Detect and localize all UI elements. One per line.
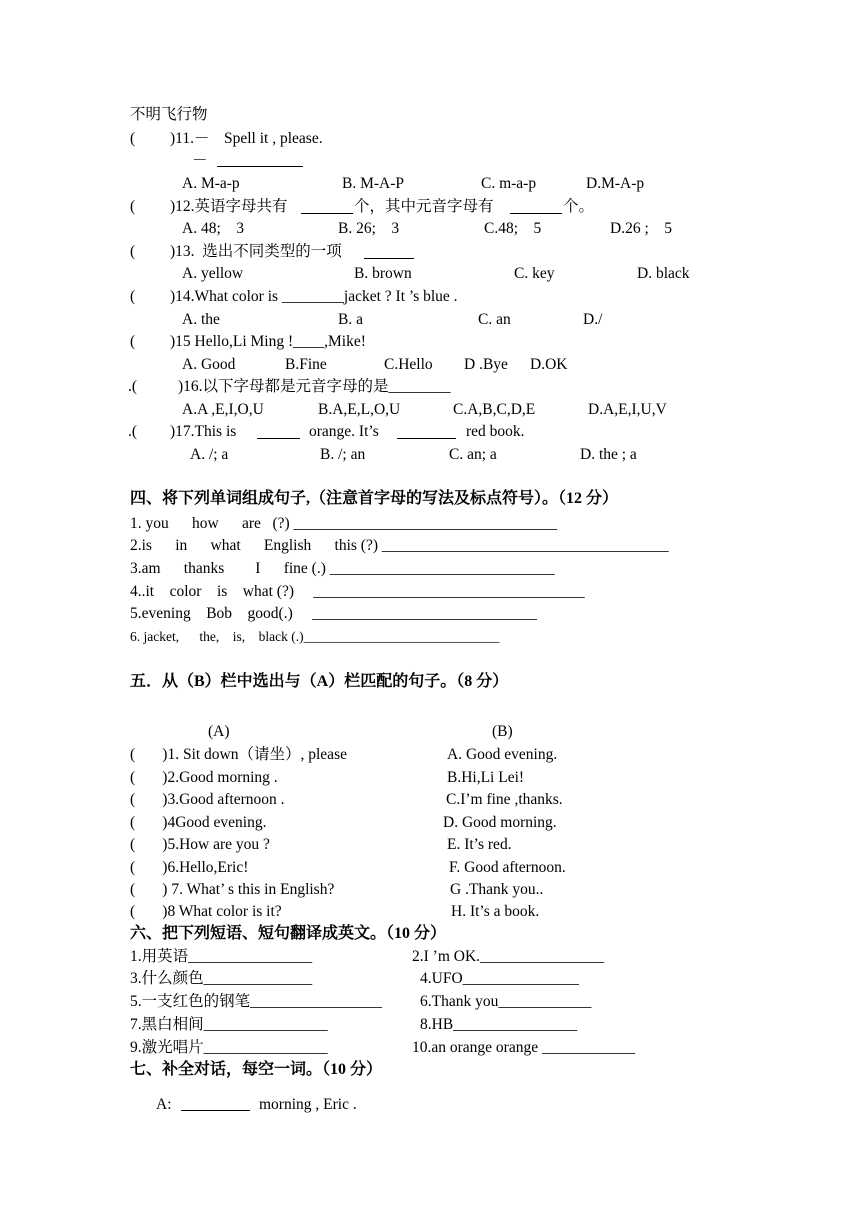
- q16-option-c: C.A,B,C,D,E: [453, 401, 536, 418]
- q17-option-d: D. the ; a: [580, 446, 637, 463]
- part4-item-3[interactable]: 3.am thanks I fine (.) _____________________________: [130, 560, 555, 577]
- q13-option-c: C. key: [514, 265, 555, 282]
- q12-paren: (: [130, 198, 136, 215]
- q14-option-a: A. the: [182, 311, 220, 328]
- q16-option-b: B.A,E,L,O,U: [318, 401, 401, 418]
- part5-left-3[interactable]: ( )3.Good afternoon .: [130, 791, 285, 808]
- q12-option-d: D.26 ; 5: [610, 220, 672, 237]
- q13-option-a: A. yellow: [182, 265, 244, 282]
- q12-end: 个。: [563, 198, 595, 215]
- q16-text: )16.以下字母都是元音字母的是________: [178, 378, 451, 395]
- dialogue-line-1: morning , Eric .: [259, 1096, 357, 1113]
- part4-item-5[interactable]: 5.evening Bob good(.) _____________________________: [130, 605, 537, 622]
- intro-line: 不明飞行物: [130, 106, 208, 123]
- part6-item-3[interactable]: 3.什么颜色______________: [130, 970, 313, 987]
- q13-paren: (: [130, 243, 136, 260]
- q12-text: )12.英语字母共有: [170, 198, 288, 215]
- q17-mid: orange. It’s: [309, 423, 379, 440]
- part5-left-5[interactable]: ( )5.How are you ?: [130, 836, 270, 853]
- q15-option-a: A. Good: [182, 356, 236, 373]
- q13-option-b: B. brown: [354, 265, 412, 282]
- q11-option-d: D.M-A-p: [586, 175, 645, 192]
- part4-heading: 四、将下列单词组成句子,（注意首字母的写法及标点符号）。（12 分）: [130, 490, 619, 507]
- q17-option-a: A. /; a: [190, 446, 229, 463]
- q14-option-b: B. a: [338, 311, 363, 328]
- part4-item-6[interactable]: 6. jacket, the, is, black (.)_____________________________: [130, 629, 500, 644]
- part6-item-7[interactable]: 7.黑白相间________________: [130, 1016, 328, 1033]
- part6-item-5[interactable]: 5.一支红色的钢笔_________________: [130, 993, 382, 1010]
- q11-option-c: C. m-a-p: [481, 175, 537, 192]
- part4-item-1[interactable]: 1. you how are (?) __________________________________: [130, 515, 558, 532]
- q12-blank-2[interactable]: [510, 213, 562, 214]
- q15-option-b: B.Fine: [285, 356, 327, 373]
- part6-item-10[interactable]: 10.an orange orange ____________: [412, 1039, 635, 1056]
- part5-left-2[interactable]: ( )2.Good morning .: [130, 769, 278, 786]
- q11-text: Spell it , please.: [224, 130, 323, 147]
- q12-option-b: B. 26; 3: [338, 220, 400, 237]
- q12-option-c: C.48; 5: [484, 220, 542, 237]
- part5-right-b: B.Hi,Li Lei!: [447, 769, 525, 786]
- part5-left-4[interactable]: ( )4Good evening.: [130, 814, 267, 831]
- part6-item-8[interactable]: 8.HB________________: [420, 1016, 578, 1033]
- dialogue-blank-1[interactable]: [181, 1110, 250, 1111]
- q17-text: )17.This is: [170, 423, 237, 440]
- q15-option-c: C.Hello: [384, 356, 433, 373]
- part5-left-1[interactable]: ( )1. Sit down（请坐）, please: [130, 746, 347, 763]
- q17-blank-1[interactable]: [257, 438, 300, 439]
- part5-heading: 五．从（B）栏中选出与（A）栏匹配的句子。（8 分）: [130, 673, 509, 690]
- q15-option-d: D .Bye: [464, 356, 508, 373]
- part5-right-a: A. Good evening.: [447, 746, 558, 763]
- part5-right-c: C.I’m fine ,thanks.: [446, 791, 563, 808]
- part4-item-4[interactable]: 4..it color is what (?) ___________________________________: [130, 583, 585, 600]
- q11-paren: (: [130, 130, 136, 147]
- part5-right-f: F. Good afternoon.: [449, 859, 566, 876]
- q11-option-a: A. M-a-p: [182, 175, 240, 192]
- part5-left-8[interactable]: ( )8 What color is it?: [130, 903, 282, 920]
- q15-option-d2: D.OK: [530, 356, 568, 373]
- q13-blank[interactable]: [364, 258, 414, 259]
- part5-left-6[interactable]: ( )6.Hello,Eric!: [130, 859, 249, 876]
- q16-option-a: A.A ,E,I,O,U: [182, 401, 264, 418]
- q16-paren: .(: [128, 378, 138, 395]
- part5-left-7[interactable]: ( ) 7. What’ s this in English?: [130, 881, 335, 898]
- part5-right-g: G .Thank you..: [450, 881, 544, 898]
- q17-end: red book.: [466, 423, 525, 440]
- part5-right-e: E. It’s red.: [447, 836, 512, 853]
- q12-mid: 个，其中元音字母有: [354, 198, 494, 215]
- part5-right-d: D. Good morning.: [443, 814, 557, 831]
- q13-text: )13. 选出不同类型的一项: [170, 243, 342, 260]
- q14-text: )14.What color is ________jacket ? It ’s blue .: [170, 288, 458, 305]
- q15-text: )15 Hello,Li Ming !____,Mike!: [170, 333, 366, 350]
- part6-item-2[interactable]: 2.I ’m OK.________________: [412, 948, 605, 965]
- q14-paren: (: [130, 288, 136, 305]
- q17-option-c: C. an; a: [449, 446, 497, 463]
- q11-answer-line[interactable]: [217, 166, 303, 167]
- q16-option-d: D.A,E,I,U,V: [588, 401, 667, 418]
- part7-heading: 七、补全对话，每空一词。（10 分）: [130, 1061, 383, 1078]
- q15-paren: (: [130, 333, 136, 350]
- q14-option-c: C. an: [478, 311, 511, 328]
- dialogue-speaker-a: A:: [156, 1096, 172, 1113]
- part6-item-1[interactable]: 1.用英语________________: [130, 948, 313, 965]
- part5-right-h: H. It’s a book.: [451, 903, 540, 920]
- q13-option-d: D. black: [637, 265, 690, 282]
- part6-heading: 六、把下列短语、短句翻译成英文。（10 分）: [130, 925, 447, 942]
- q14-option-d: D./: [583, 311, 603, 328]
- q11-number: )11.－: [170, 130, 210, 147]
- part6-item-6[interactable]: 6.Thank you____________: [420, 993, 592, 1010]
- q12-option-a: A. 48; 3: [182, 220, 244, 237]
- q17-option-b: B. /; an: [320, 446, 366, 463]
- part4-item-2[interactable]: 2.is in what English this (?) _____________________________________: [130, 537, 669, 554]
- part5-col-b-label: (B): [492, 723, 513, 740]
- q12-blank-1[interactable]: [301, 213, 353, 214]
- q11-dash: －: [192, 152, 208, 169]
- q17-blank-2[interactable]: [397, 438, 456, 439]
- part6-item-4[interactable]: 4.UFO_______________: [420, 970, 579, 987]
- q11-option-b: B. M-A-P: [342, 175, 405, 192]
- part6-item-9[interactable]: 9.激光唱片________________: [130, 1039, 328, 1056]
- part5-col-a-label: (A): [208, 723, 230, 740]
- q17-paren: .(: [128, 423, 138, 440]
